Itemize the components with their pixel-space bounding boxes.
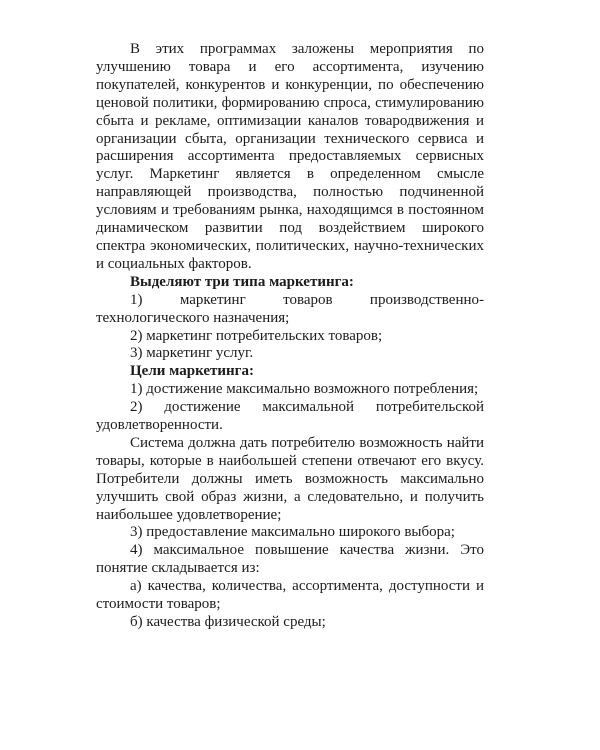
intro-paragraph: В этих программах заложены мероприятия по улучшению товара и его ассортимента, изучению покупателей, конкурентов и конкуренции, по обеспечению ценовой политики, формированию спроса, стимулированию сбыта и рекламе, оптимизации каналов товародвижения и организации сбыта, организации технического сервиса и расширения ассортимента предоставляемых сервисных услуг. Маркетинг является в определенном смысле направляющей производства, полностью подчиненной условиям и требованиям рынка, находящимся в постоянном динамическом развитии под воздействием широкого спектра экономических, политических, научно-технических и социальных факторов. [96,41,484,272]
list-item-quality-a: а) качества, количества, ассортимента, доступности и стоимости товаров; [96,578,484,613]
list-item-type-3: 3) маркетинг услуг. [130,345,254,362]
list-item-goal-4: 4) максимальное повышение качества жизни. Это понятие складывается из: [96,542,484,577]
heading-marketing-types: Выделяют три типа маркетинга: [130,273,354,290]
list-item-goal-1: 1) достижение максимально возможного потребления; [130,381,479,398]
list-item-goal-2: 2) достижение максимальной потребительской удовлетворенности. [96,399,484,434]
list-item-goal-3: 3) предоставление максимально широкого выбора; [130,524,455,541]
list-item-type-2: 2) маркетинг потребительских товаров; [130,327,383,344]
system-paragraph: Система должна дать потребителю возможность найти товары, которые в наибольшей степени отвечают его вкусу. Потребители должны иметь возможность максимально улучшить свой образ жизни, а следовательно, и получить наибольшее удовлетворение; [96,434,484,523]
list-item-quality-b: б) качества физической среды; [130,614,326,630]
list-item-type-1: 1) маркетинг товаров производственно-технологического назначения; [96,291,484,326]
text-block [96,41,484,632]
heading-marketing-goals: Цели маркетинга: [130,363,254,380]
